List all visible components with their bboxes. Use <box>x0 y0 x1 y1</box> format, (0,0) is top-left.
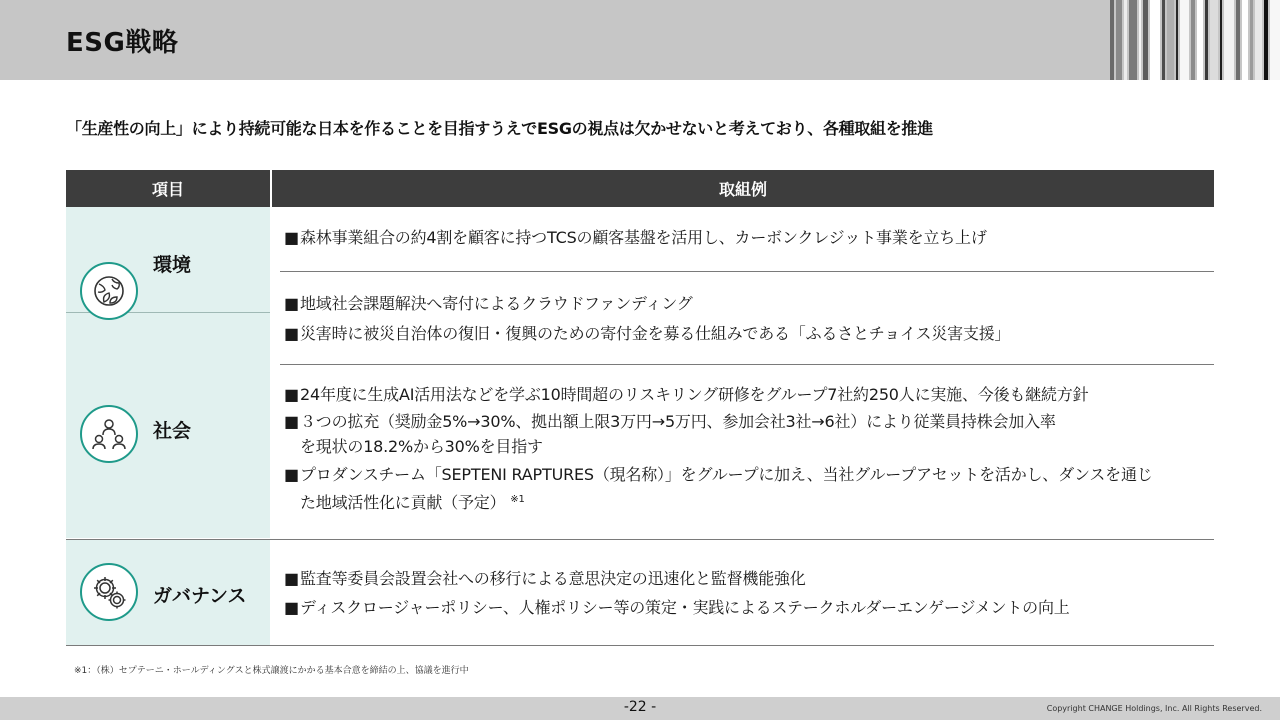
title-bar <box>0 0 1280 80</box>
globe-leaf-icon <box>80 262 138 320</box>
row-divider <box>280 364 1214 365</box>
column-header-item: 項目 <box>66 170 270 207</box>
copyright: Copyright CHANGE Holdings, Inc. All Rights Reserved. <box>1046 704 1262 713</box>
row-divider <box>66 539 1214 540</box>
footnote-marker: ※1 <box>510 494 525 505</box>
list-item: ■監査等委員会設置会社への移行による意思決定の迅速化と監督機能強化 <box>284 569 806 588</box>
list-item: ■森林事業組合の約4割を顧客に持つTCSの顧客基盤を活用し、カーボンクレジット事業を立ち上げ <box>284 228 987 247</box>
row-divider <box>280 271 1214 272</box>
lead-statement: 「生産性の向上」により持続可能な日本を作ることを目指すうえでESGの視点は欠かせないと考えており、各種取組を推進 <box>66 119 933 138</box>
category-label-social: 社会 <box>153 420 192 442</box>
column-header-examples: 取組例 <box>272 170 1214 207</box>
barcode-decoration <box>1108 0 1280 80</box>
category-label-governance: ガバナンス <box>153 585 247 607</box>
list-item-continuation: を現状の18.2%から30%を目指す <box>300 437 543 456</box>
footnote: ※1：（株）セプテーニ・ホールディングスと株式譲渡にかかる基本合意を締結の上、協議を進行中 <box>74 666 469 676</box>
list-item: ■24年度に生成AI活用法などを学ぶ10時間超のリスキリング研修をグループ7社約250人に実施、今後も継続方針 <box>284 385 1089 404</box>
list-item: ■ディスクロージャーポリシー、人権ポリシー等の策定・実践によるステークホルダーエンゲージメントの向上 <box>284 598 1070 617</box>
list-item: ■地域社会課題解決へ寄付によるクラウドファンディング <box>284 294 693 313</box>
page-number: -22 - <box>623 699 657 715</box>
list-item: ■プロダンスチーム「SEPTENI RAPTURES（現名称）」をグループに加え、当社グループアセットを活かし、ダンスを通じ <box>284 465 1153 484</box>
list-item: ■災害時に被災自治体の復旧・復興のための寄付金を募る仕組みである「ふるさとチョイス災害支援」 <box>284 324 1011 343</box>
people-group-icon <box>80 405 138 463</box>
page-title: ESG戦略 <box>66 28 179 58</box>
list-item-continuation: た地域活性化に貢献（予定） $^{※1}$ <box>300 493 525 513</box>
gears-icon <box>80 563 138 621</box>
list-item: ■３つの拡充（奨励金5%→30%、拠出額上限3万円→5万円、参加会社3社→6社）により従業員持株会加入率 <box>284 412 1056 431</box>
row-divider <box>66 645 1214 646</box>
category-label-environment: 環境 <box>153 254 192 276</box>
